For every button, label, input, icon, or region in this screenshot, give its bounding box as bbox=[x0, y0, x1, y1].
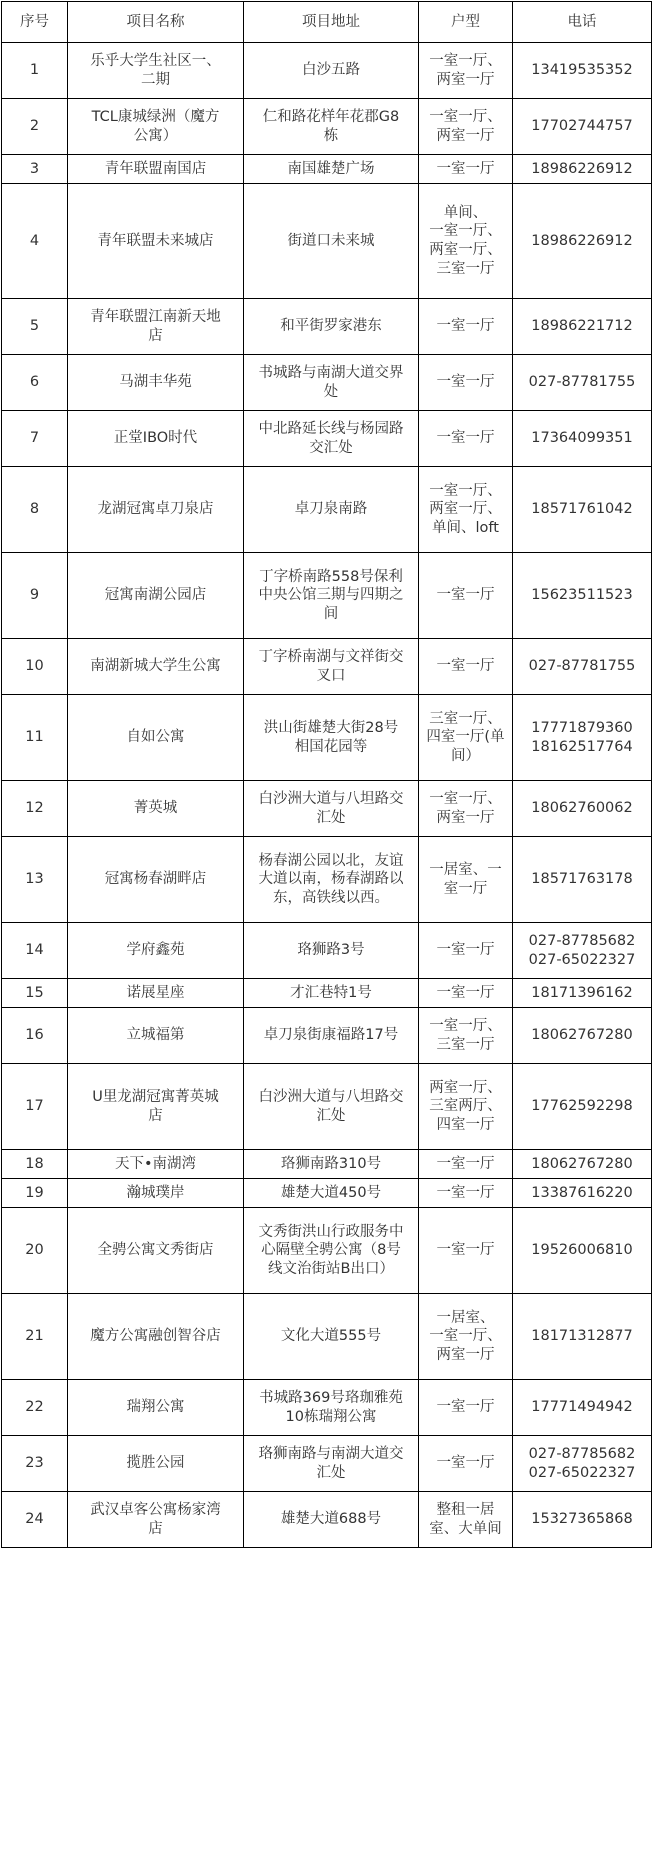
cell-type-line: 一居室、一 bbox=[429, 861, 502, 878]
cell-name bbox=[68, 467, 244, 553]
cell-phone-line: 17771494942 bbox=[531, 1399, 633, 1416]
cell-name bbox=[68, 553, 244, 639]
cell-type-line: 单间、loft bbox=[432, 519, 499, 536]
cell-address-line: 白沙洲大道与八坦路交 bbox=[258, 1088, 404, 1105]
cell-no: 23 bbox=[2, 1436, 68, 1492]
cell-address-line: 汇处 bbox=[316, 1107, 346, 1124]
cell-address-line: 珞狮南路与南湖大道交 bbox=[258, 1445, 404, 1462]
cell-type-line: 三室一厅、 bbox=[429, 710, 502, 727]
cell-phone-line: 17702744757 bbox=[531, 118, 633, 135]
cell-phone-line: 027-87781755 bbox=[528, 658, 636, 675]
cell-name-line: 冠寓杨春湖畔店 bbox=[104, 871, 207, 888]
cell-address-line: 仁和路花样年花郡G8 bbox=[262, 108, 400, 125]
cell-no: 1 bbox=[2, 43, 68, 99]
cell-name bbox=[68, 1150, 244, 1179]
cell-address-line: 汇处 bbox=[316, 1464, 346, 1481]
cell-type-line: 两室一厅、 bbox=[429, 1079, 502, 1096]
cell-type bbox=[419, 1179, 513, 1208]
cell-type-line: 三室一厅 bbox=[436, 260, 495, 277]
cell-address-line: 雄楚大道688号 bbox=[280, 1511, 382, 1528]
cell-address bbox=[244, 979, 419, 1008]
cell-phone bbox=[513, 639, 652, 695]
cell-address-line: 洪山街雄楚大街28号 bbox=[263, 719, 399, 736]
cell-name-line: 马湖丰华苑 bbox=[119, 374, 192, 391]
header-address: 项目地址 bbox=[244, 2, 419, 43]
cell-type bbox=[419, 1294, 513, 1380]
cell-no: 24 bbox=[2, 1492, 68, 1548]
cell-type-line: 一室一厅、 bbox=[429, 1017, 502, 1034]
table-row bbox=[2, 979, 652, 1008]
cell-address bbox=[244, 695, 419, 781]
cell-address bbox=[244, 99, 419, 155]
cell-name bbox=[68, 355, 244, 411]
cell-no: 4 bbox=[2, 184, 68, 299]
cell-type bbox=[419, 155, 513, 184]
cell-address-line: 叉口 bbox=[316, 667, 346, 684]
cell-phone-line: 18062760062 bbox=[531, 800, 633, 817]
cell-phone bbox=[513, 1008, 652, 1064]
cell-address bbox=[244, 1492, 419, 1548]
cell-address-line: 大道以南，杨春湖路以 bbox=[258, 871, 404, 888]
cell-no: 17 bbox=[2, 1064, 68, 1150]
cell-name bbox=[68, 411, 244, 467]
cell-no: 12 bbox=[2, 781, 68, 837]
cell-name bbox=[68, 923, 244, 979]
cell-address bbox=[244, 1064, 419, 1150]
cell-type-line: 间） bbox=[451, 747, 480, 764]
cell-phone bbox=[513, 184, 652, 299]
cell-type-line: 两室一厅 bbox=[436, 127, 495, 144]
table-row bbox=[2, 155, 652, 184]
cell-name bbox=[68, 1294, 244, 1380]
cell-type-line: 一室一厅、 bbox=[429, 223, 502, 240]
cell-address bbox=[244, 411, 419, 467]
cell-phone-line: 19526006810 bbox=[531, 1242, 633, 1259]
cell-address-line: 杨春湖公园以北，友谊 bbox=[258, 852, 404, 869]
table-row bbox=[2, 837, 652, 923]
cell-address-line: 丁字桥南湖与文祥街交 bbox=[258, 648, 404, 665]
cell-type bbox=[419, 781, 513, 837]
cell-type bbox=[419, 1380, 513, 1436]
table-row bbox=[2, 1008, 652, 1064]
table-row bbox=[2, 781, 652, 837]
cell-name-line: 学府鑫苑 bbox=[126, 942, 185, 959]
cell-address bbox=[244, 155, 419, 184]
cell-type bbox=[419, 639, 513, 695]
cell-phone bbox=[513, 355, 652, 411]
cell-type bbox=[419, 1064, 513, 1150]
header-type: 户型 bbox=[419, 2, 513, 43]
cell-address-line: 书城路369号珞珈雅苑 bbox=[259, 1389, 403, 1406]
cell-address-line: 间 bbox=[323, 605, 339, 622]
cell-name-line: 菁英城 bbox=[133, 800, 178, 817]
cell-type bbox=[419, 467, 513, 553]
cell-type-line: 一室一厅、 bbox=[429, 1328, 502, 1345]
table-row bbox=[2, 1294, 652, 1380]
cell-name bbox=[68, 299, 244, 355]
cell-name-line: 魔方公寓融创智谷店 bbox=[90, 1328, 221, 1345]
cell-type bbox=[419, 99, 513, 155]
cell-address bbox=[244, 1179, 419, 1208]
cell-type-line: 单间、 bbox=[443, 204, 488, 221]
cell-no: 6 bbox=[2, 355, 68, 411]
cell-address bbox=[244, 639, 419, 695]
cell-phone bbox=[513, 695, 652, 781]
cell-address-line: 交汇处 bbox=[309, 439, 353, 456]
cell-name bbox=[68, 979, 244, 1008]
cell-type-line: 一室一厅 bbox=[436, 942, 495, 959]
header-no: 序号 bbox=[2, 2, 68, 43]
cell-type-line: 室一厅 bbox=[443, 880, 488, 897]
cell-type-line: 两室一厅 bbox=[436, 809, 495, 826]
cell-phone-line: 18986226912 bbox=[531, 232, 633, 249]
cell-phone-line: 18162517764 bbox=[531, 738, 633, 755]
cell-no: 18 bbox=[2, 1150, 68, 1179]
cell-type-line: 一室一厅 bbox=[436, 658, 495, 675]
cell-type bbox=[419, 1436, 513, 1492]
cell-type-line: 一室一厅 bbox=[436, 1399, 495, 1416]
cell-name-line: 店 bbox=[148, 327, 163, 344]
cell-address-line: 白沙洲大道与八坦路交 bbox=[258, 790, 404, 807]
cell-address bbox=[244, 1008, 419, 1064]
cell-address bbox=[244, 837, 419, 923]
table-row bbox=[2, 1179, 652, 1208]
cell-name-line: 揽胜公园 bbox=[126, 1455, 185, 1472]
header-row bbox=[2, 2, 652, 43]
cell-phone-line: 13419535352 bbox=[531, 62, 633, 79]
cell-name bbox=[68, 639, 244, 695]
cell-type-line: 一室一厅、 bbox=[429, 108, 502, 125]
table-row bbox=[2, 923, 652, 979]
cell-address-line: 心隔壁全骋公寓（8号 bbox=[261, 1242, 401, 1259]
cell-phone bbox=[513, 1208, 652, 1294]
table-row bbox=[2, 99, 652, 155]
cell-phone-line: 18062767280 bbox=[531, 1027, 633, 1044]
cell-phone bbox=[513, 155, 652, 184]
cell-no: 22 bbox=[2, 1380, 68, 1436]
cell-name bbox=[68, 695, 244, 781]
cell-type-line: 两室一厅 bbox=[436, 1346, 495, 1363]
cell-address bbox=[244, 1150, 419, 1179]
cell-no: 19 bbox=[2, 1179, 68, 1208]
cell-address-line: 才汇巷特1号 bbox=[290, 984, 372, 1001]
cell-address bbox=[244, 43, 419, 99]
cell-phone-line: 027-87785682 bbox=[528, 932, 636, 949]
cell-type bbox=[419, 979, 513, 1008]
cell-type bbox=[419, 1008, 513, 1064]
cell-phone-line: 17771879360 bbox=[531, 719, 633, 736]
cell-address-line: 线文治街站B出口） bbox=[268, 1260, 394, 1277]
cell-address-line: 文秀街洪山行政服务中 bbox=[258, 1223, 404, 1240]
cell-name-line: 瑞翔公寓 bbox=[126, 1399, 185, 1416]
cell-phone bbox=[513, 1179, 652, 1208]
cell-type-line: 一室一厅、 bbox=[429, 482, 502, 499]
cell-address bbox=[244, 1208, 419, 1294]
cell-name bbox=[68, 1008, 244, 1064]
table-row bbox=[2, 43, 652, 99]
cell-phone bbox=[513, 1492, 652, 1548]
cell-type bbox=[419, 923, 513, 979]
cell-address-line: 卓刀泉街康福路17号 bbox=[263, 1027, 399, 1044]
cell-address bbox=[244, 1436, 419, 1492]
cell-address-line: 南国雄楚广场 bbox=[287, 160, 375, 177]
cell-phone bbox=[513, 1436, 652, 1492]
cell-address bbox=[244, 553, 419, 639]
cell-type bbox=[419, 1150, 513, 1179]
table-row bbox=[2, 1150, 652, 1179]
cell-phone-line: 18171312877 bbox=[531, 1328, 633, 1345]
cell-address-line: 东，高铁线以西。 bbox=[273, 889, 389, 906]
cell-address-line: 书城路与南湖大道交界 bbox=[258, 364, 404, 381]
cell-type bbox=[419, 553, 513, 639]
cell-name-line: 青年联盟未来城店 bbox=[97, 232, 214, 249]
cell-name-line: 店 bbox=[148, 1520, 163, 1537]
cell-type-line: 两室一厅 bbox=[436, 71, 495, 88]
cell-phone bbox=[513, 411, 652, 467]
cell-phone-line: 15623511523 bbox=[531, 587, 633, 604]
cell-name bbox=[68, 837, 244, 923]
cell-name-line: 乐乎大学生社区一、 bbox=[90, 52, 221, 69]
cell-no: 16 bbox=[2, 1008, 68, 1064]
cell-no: 14 bbox=[2, 923, 68, 979]
cell-address-line: 中北路延长线与杨园路 bbox=[258, 420, 404, 437]
cell-type-line: 一室一厅 bbox=[436, 318, 495, 335]
cell-name-line: 自如公寓 bbox=[126, 729, 185, 746]
cell-phone bbox=[513, 553, 652, 639]
cell-phone bbox=[513, 979, 652, 1008]
cell-name-line: 二期 bbox=[141, 71, 170, 88]
cell-type-line: 三室一厅 bbox=[436, 1036, 495, 1053]
cell-phone-line: 17762592298 bbox=[531, 1098, 633, 1115]
cell-address-line: 卓刀泉南路 bbox=[294, 501, 368, 518]
table-row bbox=[2, 1064, 652, 1150]
cell-address bbox=[244, 1294, 419, 1380]
cell-phone-line: 18986221712 bbox=[531, 318, 633, 335]
cell-type-line: 整租一居 bbox=[436, 1501, 495, 1518]
header-phone: 电话 bbox=[513, 2, 652, 43]
cell-type bbox=[419, 43, 513, 99]
cell-phone-line: 18171396162 bbox=[531, 984, 633, 1001]
cell-type bbox=[419, 695, 513, 781]
cell-phone-line: 027-87781755 bbox=[528, 374, 636, 391]
table-row bbox=[2, 299, 652, 355]
cell-phone-line: 18062767280 bbox=[531, 1155, 633, 1172]
cell-phone-line: 18986226912 bbox=[531, 160, 633, 177]
cell-address bbox=[244, 184, 419, 299]
table-row bbox=[2, 639, 652, 695]
cell-type-line: 一室一厅、 bbox=[429, 790, 502, 807]
cell-name-line: 全骋公寓文秀街店 bbox=[97, 1242, 214, 1259]
cell-name-line: 立城福第 bbox=[126, 1027, 185, 1044]
cell-phone bbox=[513, 1064, 652, 1150]
cell-type-line: 一室一厅、 bbox=[429, 52, 502, 69]
cell-address bbox=[244, 923, 419, 979]
cell-phone-line: 027-87785682 bbox=[528, 1445, 636, 1462]
cell-no: 13 bbox=[2, 837, 68, 923]
cell-address bbox=[244, 1380, 419, 1436]
cell-phone bbox=[513, 99, 652, 155]
cell-address-line: 白沙五路 bbox=[302, 62, 360, 79]
cell-phone bbox=[513, 1294, 652, 1380]
cell-type-line: 室、大单间 bbox=[429, 1520, 502, 1537]
table-body bbox=[2, 43, 652, 1548]
cell-phone-line: 18571763178 bbox=[531, 871, 633, 888]
cell-address bbox=[244, 467, 419, 553]
cell-address-line: 和平街罗家港东 bbox=[280, 318, 382, 335]
cell-address-line: 珞狮南路310号 bbox=[280, 1155, 382, 1172]
cell-type bbox=[419, 299, 513, 355]
cell-type-line: 一室一厅 bbox=[436, 587, 495, 604]
cell-phone-line: 18571761042 bbox=[531, 501, 633, 518]
cell-phone bbox=[513, 837, 652, 923]
cell-phone bbox=[513, 467, 652, 553]
cell-type bbox=[419, 184, 513, 299]
cell-type-line: 两室一厅、 bbox=[429, 242, 502, 258]
cell-phone-line: 17364099351 bbox=[531, 430, 633, 447]
cell-address-line: 栋 bbox=[323, 127, 339, 144]
cell-type-line: 一室一厅 bbox=[436, 374, 495, 391]
cell-name-line: 公寓） bbox=[133, 127, 178, 144]
cell-phone-line: 15327365868 bbox=[531, 1511, 633, 1528]
cell-name-line: 正堂IBO时代 bbox=[113, 430, 198, 447]
cell-no: 21 bbox=[2, 1294, 68, 1380]
cell-address-line: 文化大道555号 bbox=[280, 1328, 382, 1345]
cell-name bbox=[68, 781, 244, 837]
cell-address-line: 丁字桥南路558号保利 bbox=[259, 568, 403, 585]
cell-name-line: 青年联盟江南新天地 bbox=[90, 308, 221, 325]
cell-phone bbox=[513, 43, 652, 99]
cell-address-line: 相国花园等 bbox=[294, 738, 368, 755]
cell-type-line: 一室一厅 bbox=[436, 1242, 495, 1259]
cell-type bbox=[419, 1492, 513, 1548]
cell-no: 11 bbox=[2, 695, 68, 781]
cell-type-line: 四室一厅(单 bbox=[426, 729, 505, 746]
cell-type bbox=[419, 355, 513, 411]
cell-name-line: 店 bbox=[148, 1107, 163, 1124]
cell-type-line: 一室一厅 bbox=[436, 1184, 495, 1201]
cell-name-line: 武汉卓客公寓杨家湾 bbox=[90, 1501, 221, 1518]
cell-address bbox=[244, 355, 419, 411]
cell-name bbox=[68, 155, 244, 184]
cell-no: 10 bbox=[2, 639, 68, 695]
cell-name bbox=[68, 1064, 244, 1150]
cell-name-line: 天下•南湖湾 bbox=[114, 1155, 197, 1172]
cell-name-line: 青年联盟南国店 bbox=[104, 160, 207, 177]
cell-phone bbox=[513, 299, 652, 355]
cell-address-line: 街道口未来城 bbox=[287, 232, 375, 249]
cell-address-line: 珞狮路3号 bbox=[297, 942, 365, 959]
cell-name-line: TCL康城绿洲（魔方 bbox=[91, 108, 220, 125]
cell-phone-line: 13387616220 bbox=[531, 1184, 633, 1201]
cell-name bbox=[68, 43, 244, 99]
cell-name bbox=[68, 1179, 244, 1208]
cell-name bbox=[68, 99, 244, 155]
cell-name bbox=[68, 1436, 244, 1492]
cell-name-line: U里龙湖冠寓菁英城 bbox=[92, 1088, 219, 1105]
cell-type-line: 一室一厅 bbox=[436, 1455, 495, 1472]
cell-type-line: 一室一厅 bbox=[436, 1155, 495, 1172]
cell-no: 2 bbox=[2, 99, 68, 155]
cell-type bbox=[419, 411, 513, 467]
table-row bbox=[2, 1208, 652, 1294]
cell-no: 20 bbox=[2, 1208, 68, 1294]
table-row bbox=[2, 1436, 652, 1492]
table-row bbox=[2, 467, 652, 553]
cell-phone-line: 027-65022327 bbox=[528, 951, 636, 968]
cell-phone bbox=[513, 923, 652, 979]
cell-name bbox=[68, 1380, 244, 1436]
cell-type bbox=[419, 1208, 513, 1294]
cell-phone bbox=[513, 1150, 652, 1179]
table-row bbox=[2, 355, 652, 411]
table-row bbox=[2, 1492, 652, 1548]
cell-phone-line: 027-65022327 bbox=[528, 1464, 636, 1481]
cell-type-line: 一居室、 bbox=[436, 1309, 495, 1326]
table-row bbox=[2, 553, 652, 639]
cell-address-line: 汇处 bbox=[316, 809, 346, 826]
cell-name bbox=[68, 1492, 244, 1548]
cell-no: 7 bbox=[2, 411, 68, 467]
cell-address-line: 雄楚大道450号 bbox=[280, 1184, 382, 1201]
cell-type-line: 两室一厅、 bbox=[429, 501, 502, 518]
cell-name bbox=[68, 184, 244, 299]
cell-no: 15 bbox=[2, 979, 68, 1008]
cell-phone bbox=[513, 1380, 652, 1436]
cell-name-line: 冠寓南湖公园店 bbox=[104, 587, 207, 604]
cell-no: 5 bbox=[2, 299, 68, 355]
cell-address-line: 中央公馆三期与四期之 bbox=[258, 587, 404, 604]
table-row bbox=[2, 184, 652, 299]
cell-name-line: 龙湖冠寓卓刀泉店 bbox=[97, 501, 214, 518]
cell-no: 9 bbox=[2, 553, 68, 639]
table-row bbox=[2, 695, 652, 781]
cell-no: 3 bbox=[2, 155, 68, 184]
cell-address-line: 10栋瑞翔公寓 bbox=[285, 1408, 377, 1425]
cell-type bbox=[419, 837, 513, 923]
header-name: 项目名称 bbox=[68, 2, 244, 43]
cell-phone bbox=[513, 781, 652, 837]
cell-type-line: 一室一厅 bbox=[436, 430, 495, 447]
cell-type-line: 四室一厅 bbox=[436, 1116, 495, 1133]
cell-name-line: 南湖新城大学生公寓 bbox=[90, 658, 221, 675]
table-row bbox=[2, 1380, 652, 1436]
cell-type-line: 三室两厅、 bbox=[429, 1098, 502, 1115]
cell-type-line: 一室一厅 bbox=[436, 984, 495, 1001]
housing-table bbox=[1, 1, 652, 1548]
table-row bbox=[2, 411, 652, 467]
cell-no: 8 bbox=[2, 467, 68, 553]
cell-name-line: 瀚城璞岸 bbox=[126, 1184, 185, 1201]
cell-name bbox=[68, 1208, 244, 1294]
cell-address bbox=[244, 781, 419, 837]
cell-type-line: 一室一厅 bbox=[436, 160, 495, 177]
cell-address bbox=[244, 299, 419, 355]
cell-name-line: 诺展星座 bbox=[126, 984, 185, 1001]
cell-address-line: 处 bbox=[323, 383, 339, 400]
